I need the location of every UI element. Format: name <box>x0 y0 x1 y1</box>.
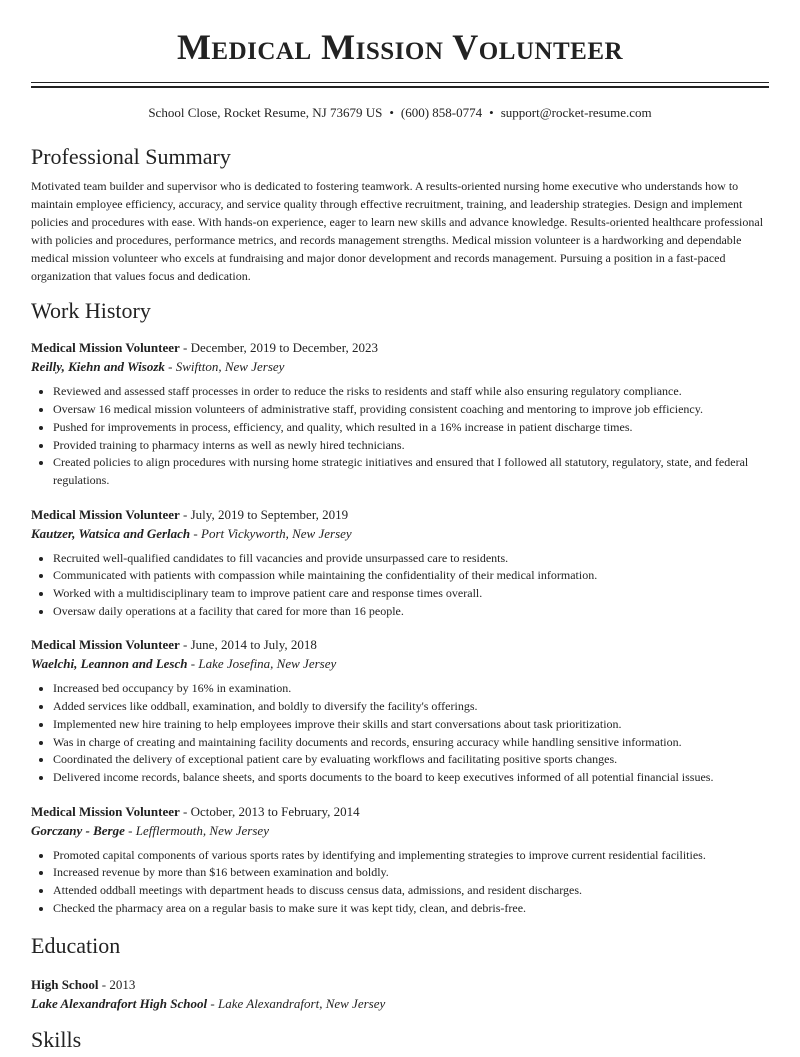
contact-email: support@rocket-resume.com <box>500 105 652 120</box>
contact-separator: • <box>489 105 494 120</box>
job-bullet: • Coordinated the delivery of exceptional patient care by evaluating workflows and facilitating positive sports changes. <box>53 751 769 769</box>
job-employer: Waelchi, Leannon and Lesch <box>31 656 188 672</box>
job-bullet: • Recruited well-qualified candidates to fill vacancies and provide unsurpassed care to residents. <box>53 550 769 568</box>
job-entry <box>31 802 769 918</box>
job-title: Medical Mission Volunteer <box>31 506 180 522</box>
job-bullets <box>31 550 769 621</box>
job-bullet: • Increased revenue by more than $16 between examination and boldly. <box>53 864 769 882</box>
job-bullets <box>31 680 769 786</box>
contact-phone: (600) 858-0774 <box>400 105 483 120</box>
job-title: Medical Mission Volunteer <box>31 803 180 819</box>
job-bullet: • Implemented new hire training to help employees improve their skills and start conversations about task prioritization. <box>53 716 769 734</box>
job-dates: June, 2014 to July, 2018 <box>190 637 317 653</box>
job-employer: Gorczany - Berge <box>31 822 125 838</box>
job-bullet: • Attended oddball meetings with department heads to discuss census data, admissions, and resident discharges. <box>53 882 769 900</box>
section-title-education: Education <box>31 932 121 958</box>
job-title: Medical Mission Volunteer <box>31 637 180 653</box>
job-bullet: • Communicated with patients with compassion while maintaining the confidentiality of their medical information. <box>53 567 769 585</box>
job-employer-line: Gorczany - Berge - Lefflermouth, New Jersey <box>31 822 269 838</box>
job-bullet: • Promoted capital components of various sports rates by identifying and implementing strategies to improve current residential facilities. <box>53 847 769 865</box>
job-location: Lefflermouth, New Jersey <box>135 822 269 838</box>
job-bullet: • Oversaw daily operations at a facility that cared for more than 16 people. <box>53 603 769 621</box>
job-dates: December, 2019 to December, 2023 <box>190 340 379 356</box>
education-entry <box>31 975 769 1013</box>
header-divider-thin <box>31 82 769 83</box>
job-bullets <box>31 383 769 489</box>
resume-content <box>31 140 769 1057</box>
job-location: Port Vickyworth, New Jersey <box>201 525 352 541</box>
job-title-line: Medical Mission Volunteer - July, 2019 to September, 2019 <box>31 506 349 522</box>
job-bullet: • Reviewed and assessed staff processes in order to reduce the risks to residents and staff while also ensuring regulatory compliance. <box>53 383 769 401</box>
contact-separator: • <box>389 105 394 120</box>
job-employer: Reilly, Kiehn and Wisozk <box>31 359 165 375</box>
job-entry <box>31 505 769 621</box>
job-employer: Kautzer, Watsica and Gerlach <box>31 525 191 541</box>
header-divider-thick <box>31 86 769 88</box>
job-bullets <box>31 847 769 918</box>
education-year: 2013 <box>109 976 136 992</box>
job-title-line: Medical Mission Volunteer - June, 2014 to July, 2018 <box>31 637 317 653</box>
job-dates: October, 2013 to February, 2014 <box>190 803 360 819</box>
job-bullet: • Created policies to align procedures with nursing home strategic initiatives and ensured that I followed all statutory, regulatory, state, and federal regulations. <box>53 454 769 489</box>
education-degree: High School <box>31 976 99 992</box>
job-bullet: • Increased bed occupancy by 16% in examination. <box>53 680 769 698</box>
section-title-skills: Skills <box>31 1026 82 1052</box>
job-title: Medical Mission Volunteer <box>31 340 180 356</box>
candidate-name: Medical Mission Volunteer <box>176 27 624 67</box>
education-location: Lake Alexandrafort, New Jersey <box>217 995 386 1011</box>
job-title-line: Medical Mission Volunteer - October, 2013 to February, 2014 <box>31 803 360 819</box>
job-bullet: • Checked the pharmacy area on a regular basis to make sure it was kept tidy, clean, and debris-free. <box>53 900 769 918</box>
job-dates: July, 2019 to September, 2019 <box>190 506 349 522</box>
job-bullet: • Oversaw 16 medical mission volunteers of administrative staff, providing consistent coaching and mentoring to improve job efficiency. <box>53 401 769 419</box>
job-bullet: • Worked with a multidisciplinary team to improve patient care and response times overall. <box>53 585 769 603</box>
job-bullet: • Added services like oddball, examination, and boldly to diversify the facility's offerings. <box>53 698 769 716</box>
job-location: Swiftton, New Jersey <box>175 359 285 375</box>
job-bullet: • Pushed for improvements in process, efficiency, and quality, which resulted in a 16% increase in patient discharge times. <box>53 419 769 437</box>
job-title-line: Medical Mission Volunteer - December, 2019 to December, 2023 <box>31 340 379 356</box>
job-location: Lake Josefina, New Jersey <box>198 656 337 672</box>
contact-line <box>0 105 800 121</box>
job-entry <box>31 338 769 489</box>
job-bullet: • Provided training to pharmacy interns as well as newly hired technicians. <box>53 437 769 455</box>
job-employer-line: Kautzer, Watsica and Gerlach - Port Vickyworth, New Jersey <box>31 525 352 541</box>
job-bullet: • Was in charge of creating and maintaining facility documents and records, ensuring accuracy while handling sensitive information. <box>53 734 769 752</box>
contact-address: School Close, Rocket Resume, NJ 73679 US <box>148 105 383 120</box>
section-title-summary: Professional Summary <box>31 144 231 169</box>
education-degree-line: High School - 2013 <box>31 976 136 992</box>
section-title-work-history: Work History <box>31 298 151 324</box>
education-school-line: Lake Alexandrafort High School - Lake Alexandrafort, New Jersey <box>31 995 386 1011</box>
job-bullet: • Delivered income records, balance sheets, and sports documents to the board to keep executives informed of all potential financial issues. <box>53 769 769 787</box>
work-history-list <box>31 338 769 917</box>
job-employer-line: Waelchi, Leannon and Lesch - Lake Josefina, New Jersey <box>31 656 337 672</box>
job-employer-line: Reilly, Kiehn and Wisozk - Swiftton, New Jersey <box>31 359 285 375</box>
summary-text: Motivated team builder and supervisor who is dedicated to fostering teamwork. A results-oriented nursing home executive who understands how to maintain employee efficiency, accuracy, and service quality through effective recruitment, training, and leadership strategies. Design and implement policies and procedures with ease. With hands-on experience, eager to learn new skills and advance knowledge. Results-oriented healthcare professional with policies and procedures, performance metrics, and records management strengths. Medical mission volunteer is a hardworking and dependable medical mission volunteer who excels at fundraising and major donor development and records management. Pursuing a position in a fast-paced organization that values focus and dedication. <box>31 179 764 283</box>
job-entry <box>31 635 769 786</box>
education-school: Lake Alexandrafort High School <box>31 995 208 1011</box>
